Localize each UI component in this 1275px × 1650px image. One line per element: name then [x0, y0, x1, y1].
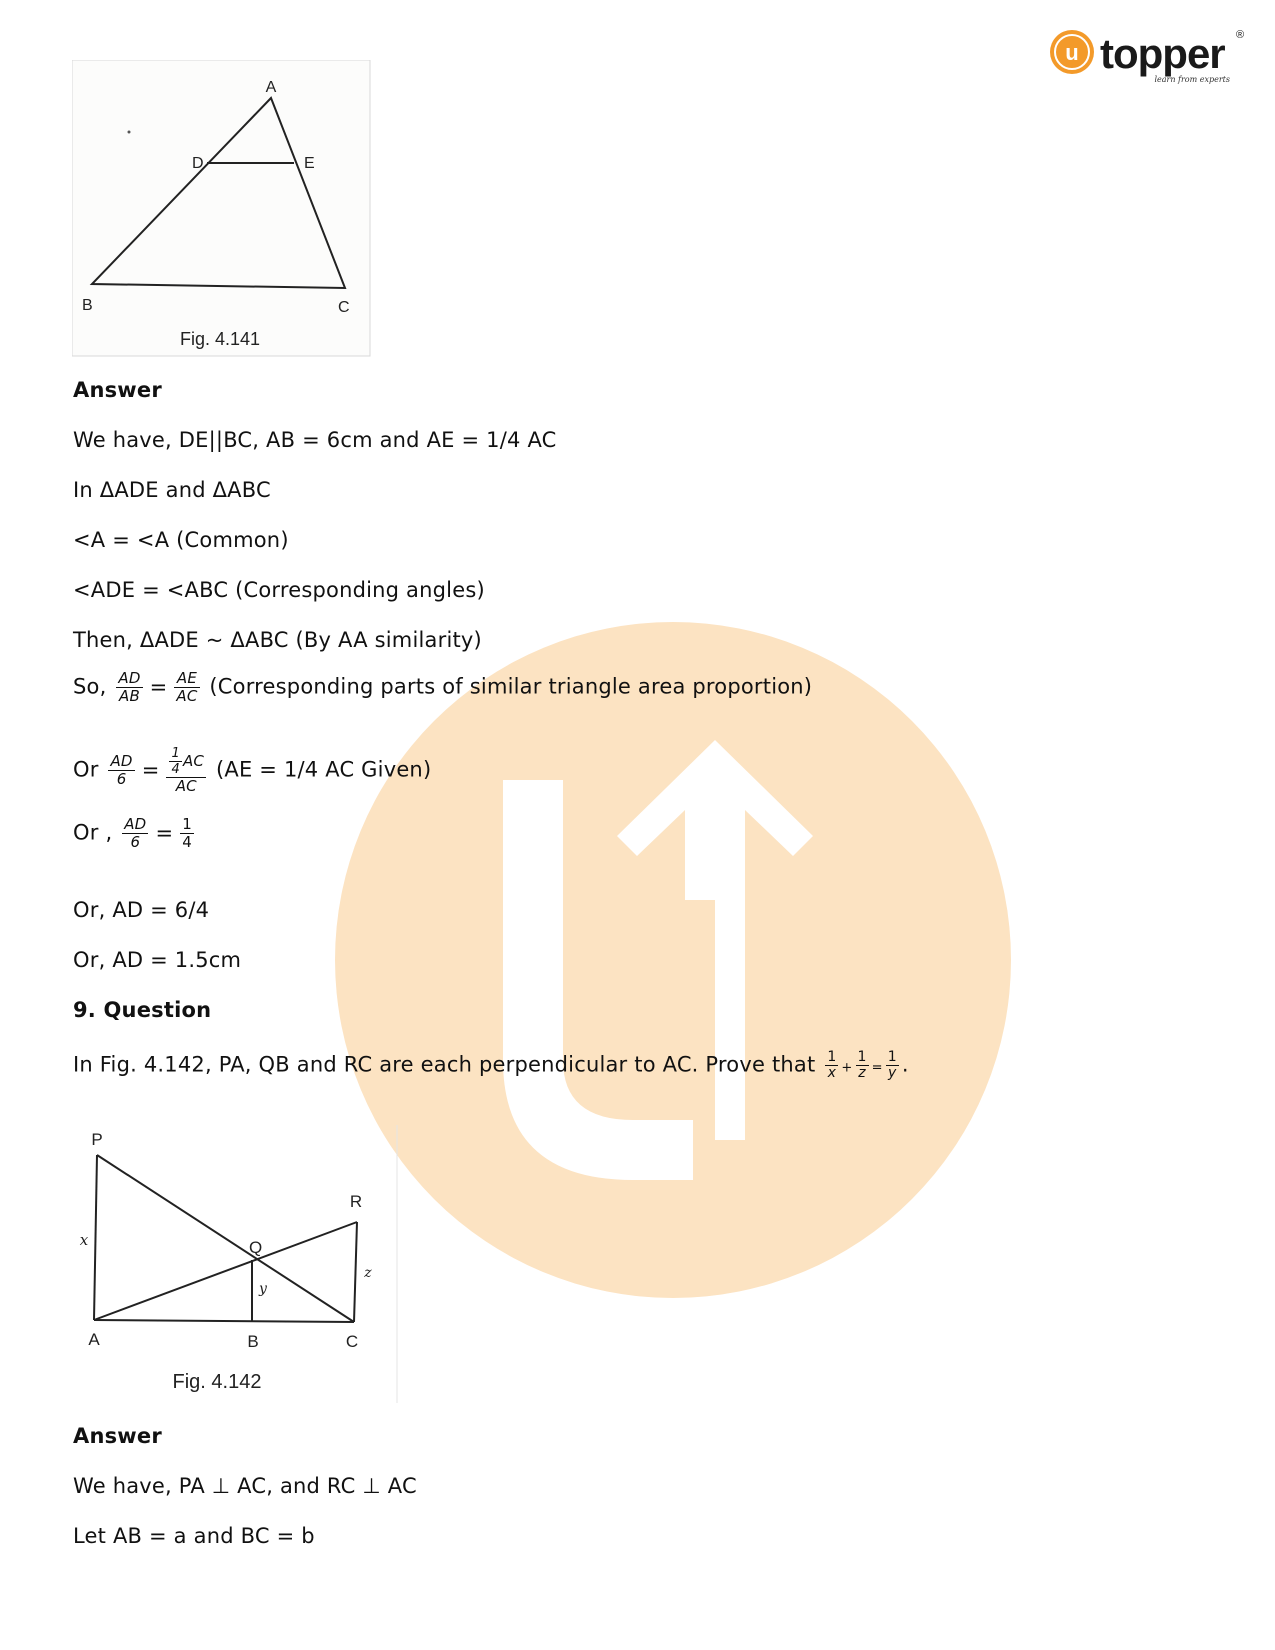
ratio-line: Or , $\frac{AD}{6}$ = $\frac{1}{4}$ [73, 815, 192, 851]
fraction: $\frac{1}{4}$ AC AC [166, 746, 206, 795]
fraction: $\frac{AD}{6}$ [110, 752, 133, 788]
fraction: $\frac{1}{y}$ [887, 1049, 897, 1081]
segment-pa [94, 1155, 97, 1320]
answer-heading: Answer [73, 378, 162, 402]
label-y: y [259, 1281, 267, 1297]
fraction: $\frac{AD}{6}$ [124, 815, 147, 851]
label-b: B [82, 297, 93, 314]
question-text: In Fig. 4.142, PA, QB and RC are each perpendicular to AC. Prove that $\frac{1}{x}$ + $\frac{1}{z}$ = $\frac{1}{y}$ . [73, 1049, 909, 1081]
answer-line: We have, PA ⊥ AC, and RC ⊥ AC [73, 1474, 417, 1498]
fraction: $\frac{1}{4}$ [182, 815, 192, 851]
answer-line: Let AB = a and BC = b [73, 1524, 315, 1548]
label-c: C [338, 299, 350, 316]
label-q: Q [249, 1238, 263, 1257]
topper-logo [1048, 24, 1248, 90]
svg-text:topper: topper [1100, 30, 1225, 77]
segment-rc [354, 1222, 357, 1322]
question-heading: 9. Question [73, 998, 212, 1022]
answer-line: Or, AD = 1.5cm [73, 948, 242, 972]
segment-ar [94, 1222, 357, 1320]
label-a: A [265, 79, 277, 96]
svg-text:®: ® [1236, 29, 1245, 41]
answer-line: In ΔADE and ΔABC [73, 478, 271, 502]
svg-text:learn from experts: learn from experts [1154, 75, 1230, 84]
fraction: $\frac{1}{z}$ [857, 1049, 867, 1081]
figure-caption: Fig. 4.142 [172, 1371, 262, 1393]
answer-heading: Answer [73, 1424, 162, 1448]
fraction: $\frac{AE}{AC}$ [176, 669, 198, 705]
fraction: $\frac{1}{x}$ [827, 1049, 837, 1081]
label-e: E [304, 155, 315, 172]
label-a: A [88, 1330, 100, 1349]
figure-4-142 [72, 1125, 399, 1405]
label-p: P [91, 1130, 103, 1149]
svg-text:u: u [1065, 40, 1079, 65]
label-d: D [192, 155, 204, 172]
label-b: B [247, 1332, 259, 1351]
segment-ac [94, 1320, 354, 1322]
substitution-line: Or $\frac{AD}{6}$ = $\frac{1}{4}$ AC AC (AE = 1/4 AC Given) [73, 746, 432, 795]
watermark-logo [333, 620, 1013, 1300]
label-x: x [79, 1231, 89, 1249]
answer-line: <ADE = <ABC (Corresponding angles) [73, 578, 485, 602]
label-c: C [345, 1332, 359, 1351]
figure-4-141 [72, 60, 372, 358]
proportion-line: So, $\frac{AD}{AB}$ = $\frac{AE}{AC}$ (Corresponding parts of similar triangle area proportion) [73, 669, 813, 705]
answer-line: We have, DE||BC, AB = 6cm and AE = 1/4 AC [73, 428, 557, 452]
label-r: R [349, 1192, 363, 1211]
label-z: z [364, 1265, 372, 1281]
fraction: $\frac{AD}{AB}$ [118, 669, 141, 705]
figure-caption: Fig. 4.141 [179, 329, 261, 349]
answer-line: Or, AD = 6/4 [73, 898, 210, 922]
answer-line: <A = <A (Common) [73, 528, 289, 552]
answer-line: Then, ΔADE ~ ΔABC (By AA similarity) [73, 628, 482, 652]
